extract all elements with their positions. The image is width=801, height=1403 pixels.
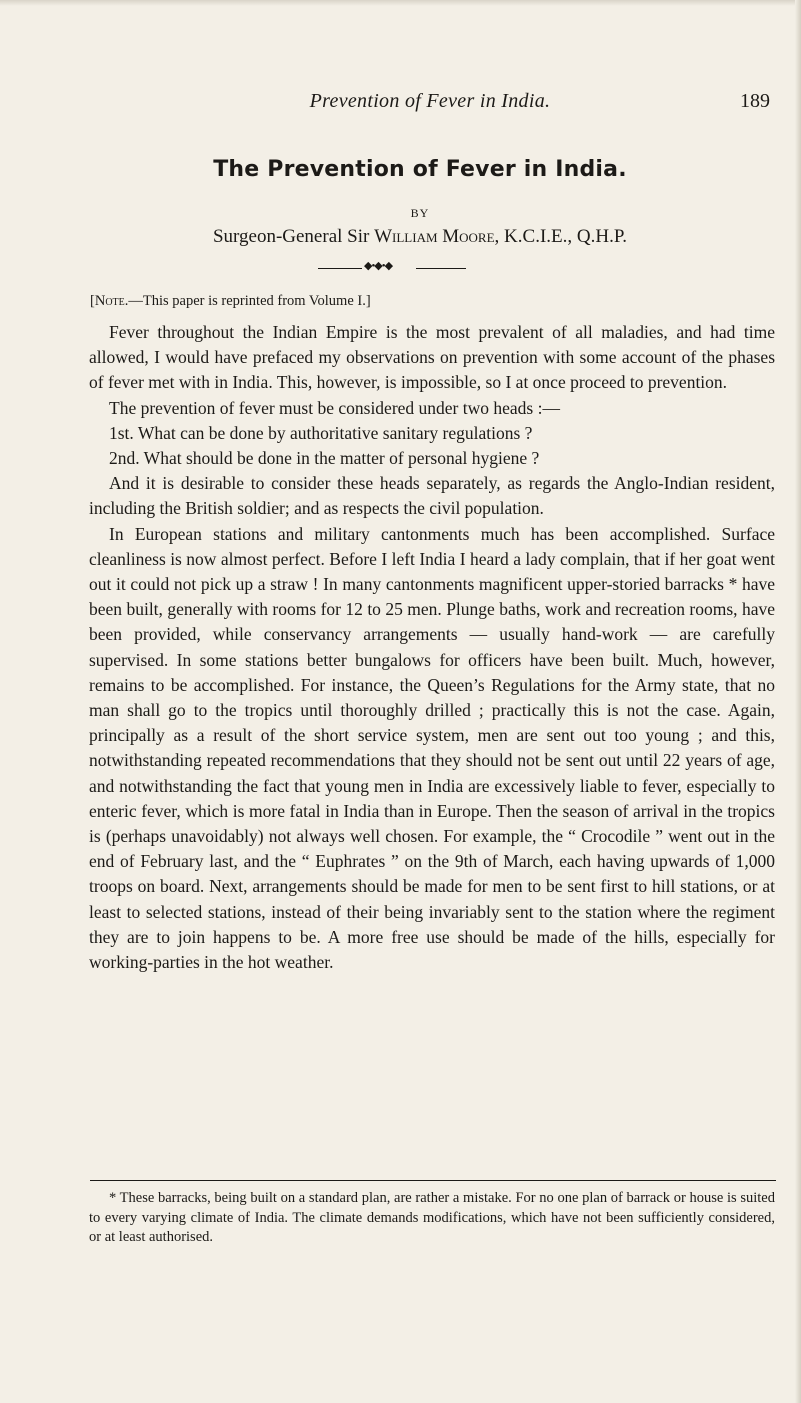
article-body xyxy=(89,320,775,975)
note-label: Note. xyxy=(94,293,129,309)
ornament-glyphs: ◆•◆•◆ xyxy=(364,260,393,272)
paragraph: In European stations and military cantonments much has been accomplished. Surface cleanliness is now almost perfect. Before I left India I heard a lady complain, that if her goat went out it could not pick up a straw ! In many cantonments magnificent upper-storied barracks * have been built, generally with rooms for 12 to 25 men. Plunge baths, work and recreation rooms, have been provided, while conservancy arrangements — usually hand-work — are carefully supervised. In some stations better bungalows for officers have been built. Much, however, remains to be accomplished. For instance, the Queen’s Regulations for the Army state, that no man shall go to the tropics until thoroughly drilled ; practically this is not the case. Again, principally as a result of the short service system, men are sent out too young ; and this, notwithstanding repeated recommendations that they should not be sent out until 22 years of age, and notwithstanding the fact that young men in India are excessively liable to fever, especially to enteric fever, which is more fatal in India than in Europe. Then the season of arrival in the tropics is (perhaps unavoidably) not always well chosen. For example, the “ Crocodile ” went out in the end of February last, and the “ Euphrates ” on the 9th of March, each having upwards of 1,000 troops on board. Next, arrangements should be made for men to be sent first to hill stations, or at least to selected stations, instead of their being invariably sent to the station where the regiment they are to join happens to be. A more free use should be made of the hills, especially for working-parties in the hot weather. xyxy=(89,523,775,973)
paragraph: The prevention of fever must be considered under two heads :— xyxy=(109,397,560,418)
scan-edge-right xyxy=(795,0,801,1403)
reprint-note xyxy=(90,293,780,310)
ornament-line-left xyxy=(318,268,362,269)
paragraph: Fever throughout the Indian Empire is the most prevalent of all maladies, and had time allowed, I would have prefaced my observations on prevention with some account of the phases of fever met with in India. This, however, is impossible, so I at once proceed to prevention. xyxy=(89,322,775,393)
paragraph: 2nd. What should be done in the matter of personal hygiene ? xyxy=(109,448,540,469)
author-suffix: , K.C.I.E., Q.H.P. xyxy=(494,226,628,247)
ornament-line-right xyxy=(416,268,466,269)
footnote-divider xyxy=(90,1180,776,1181)
article-title: The Prevention of Fever in India. xyxy=(213,157,627,182)
running-head-title: Prevention of Fever in India. xyxy=(309,90,551,112)
author-line xyxy=(60,226,780,248)
author-name: William Moore xyxy=(374,226,495,247)
byline-label: BY xyxy=(410,206,430,220)
page-number: 189 xyxy=(740,90,770,112)
paragraph: 1st. What can be done by authoritative sanitary regulations ? xyxy=(109,422,533,443)
running-head xyxy=(90,88,770,118)
section-ornament xyxy=(300,262,500,276)
scan-edge-top xyxy=(0,0,801,6)
author-prefix: Surgeon-General Sir xyxy=(212,226,375,247)
footnote: * These barracks, being built on a standard plan, are rather a mistake. For no one plan of barrack or house is suited to every varying climate of India. The climate demands modifications, which have not been sufficiently considered, or at least authorised. xyxy=(89,1190,775,1245)
note-open-bracket: [ xyxy=(90,293,95,309)
note-text: —This paper is reprinted from Volume I.] xyxy=(128,293,371,309)
paragraph: And it is desirable to consider these heads separately, as regards the Anglo-Indian resident, including the British soldier; and as respects the civil population. xyxy=(89,473,775,519)
